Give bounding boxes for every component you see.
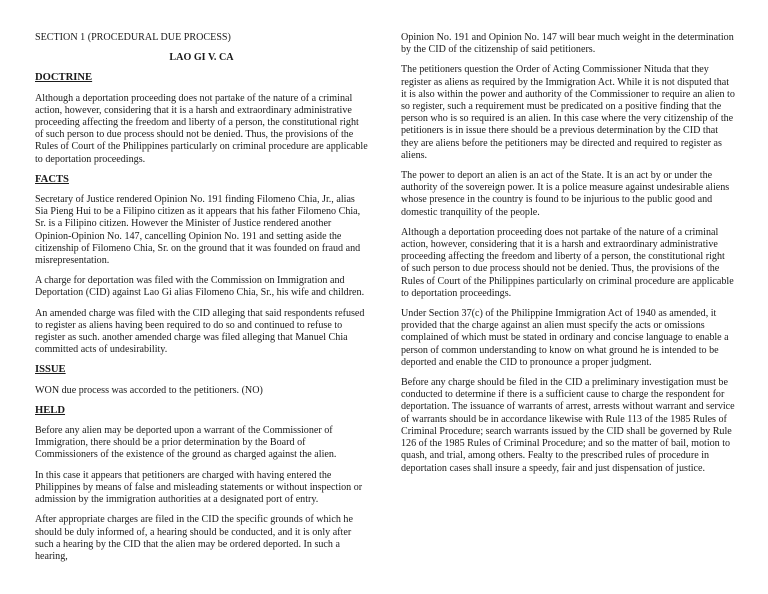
held-paragraph-2: In this case it appears that petitioners are charged with having entered the Philippines by means of false and misleading statements or without inspection or admission by the immigration authorities at a designated port of entry. — [35, 469, 363, 506]
case-title: LAO GI V. CA — [169, 52, 234, 64]
right-paragraph-5: Under Section 37(c) of the Philippine Immigration Act of 1940 as amended, it provided that the charge against an alien must specify the acts or omissions complained of which must be stated in ordinary and concise language to enable a person of common understanding to know on what ground he is intended to be deported and enable the CID to pronounce a proper judgment. — [401, 308, 729, 368]
issue-paragraph: WON due process was accorded to the petitioners. (NO) — [35, 384, 263, 396]
right-paragraph-3: The power to deport an alien is an act of the State. It is an act by or under the authority of the sovereign power. It is a police measure against undesirable aliens whose presence in the country is found to be injurious to the public good and domestic tranquility of the people. — [401, 170, 730, 218]
doctrine-paragraph: Although a deportation proceeding does not partake of the nature of a criminal action, however, considering that it is a harsh and extraordinary administrative proceeding affecting the freedom and liberty of a person, the constitutional right of such person to due process should not be denied. Thus, the provisions of the Rules of Court of the Philippines particularly on criminal procedure are applicable to deportation proceedings. — [35, 92, 368, 165]
facts-paragraph-3: An amended charge was filed with the CID alleging that said respondents refused to register as aliens having been required to do so and continued to refuse to register as such. another amended charge was filed alleging that Manuel Chia committed acts of undesirability. — [35, 307, 365, 356]
facts-paragraph-2: A charge for deportation was filed with the Commission on Immigration and Deportation (CID) against Lao Gi alias Filomeno Chia, Sr., his wife and children. — [35, 275, 365, 299]
right-column — [401, 32, 735, 483]
left-column — [35, 32, 368, 571]
held-paragraph-1: Before any alien may be deported upon a warrant of the Commissioner of Immigration, there should be a prior determination by the Board of Commissioners of the existence of the ground as charged against the alien. — [35, 425, 337, 461]
held-heading: HELD — [35, 404, 66, 416]
right-paragraph-4: Although a deportation proceeding does not partake of the nature of a criminal action, however, considering that it is a harsh and extraordinary administrative proceeding affecting the freedom and liberty of a person, the constitutional right of such person to due process should not be denied. Thus, the provisions of the Rules of Court of the Philippines particularly on criminal procedure are applicable to deportation proceedings. — [401, 226, 734, 299]
held-paragraph-3: After appropriate charges are filed in the CID the specific grounds of which he should be duly informed of, a hearing should be conducted, and it is only after such a hearing by the CID that the alien may be ordered deported. In such a hearing, — [35, 514, 353, 562]
doctrine-heading: DOCTRINE — [35, 72, 93, 84]
issue-heading: ISSUE — [35, 364, 66, 376]
facts-paragraph-1: Secretary of Justice rendered Opinion No. 191 finding Filomeno Chia, Jr., alias Sia Pieng Hui to be a Filipino citizen as it appears that his father Filomeno Chia, Sr. is a Filipino citizen. However the Minister of Justice rendered another Opinion-Opinion No. 147, cancelling Opinion No. 191 and setting aside the citizenship of Filomeno Chia, Sr. on the ground that it was founded on fraud and misrepresentation. — [35, 194, 361, 267]
section-label: SECTION 1 (PROCEDURAL DUE PROCESS) — [35, 32, 231, 43]
facts-heading: FACTS — [35, 173, 69, 185]
right-paragraph-2: The petitioners question the Order of Acting Commissioner Nituda that they register as aliens as required by the Immigration Act. While it is not disputed that it is also within the power and authority of the Commissioner to require an alien to so register, such a requirement must be predicated on a positive finding that the person who is so required is an alien. In this case where the very citizenship of the petitioners is in issue there should be a previous determination by the CID that they are aliens before the petitioners may be directed and required to register as aliens. — [401, 64, 735, 161]
right-paragraph-1: Opinion No. 191 and Opinion No. 147 will bear much weight in the determination by the CID of the citizenship of said petitioners. — [401, 32, 734, 56]
right-paragraph-6: Before any charge should be filed in the CID a preliminary investigation must be conducted to determine if there is a sufficient cause to charge the respondent for deportation. The issuance of warrants of arrest, arrests without warrant and service of warrants should be in accordance likewise with Rule 113 of the 1985 Rules of Criminal Procedure; search warrants issued by the CID shall be governed by Rule 126 of the 1985 Rules of Criminal Procedure; and so the matter of bail, motion to quash, and trial, among others. Fealty to the prescribed rules of procedure in deportation cases shall insure a speedy, fair and just dispensation of justice. — [401, 377, 735, 474]
